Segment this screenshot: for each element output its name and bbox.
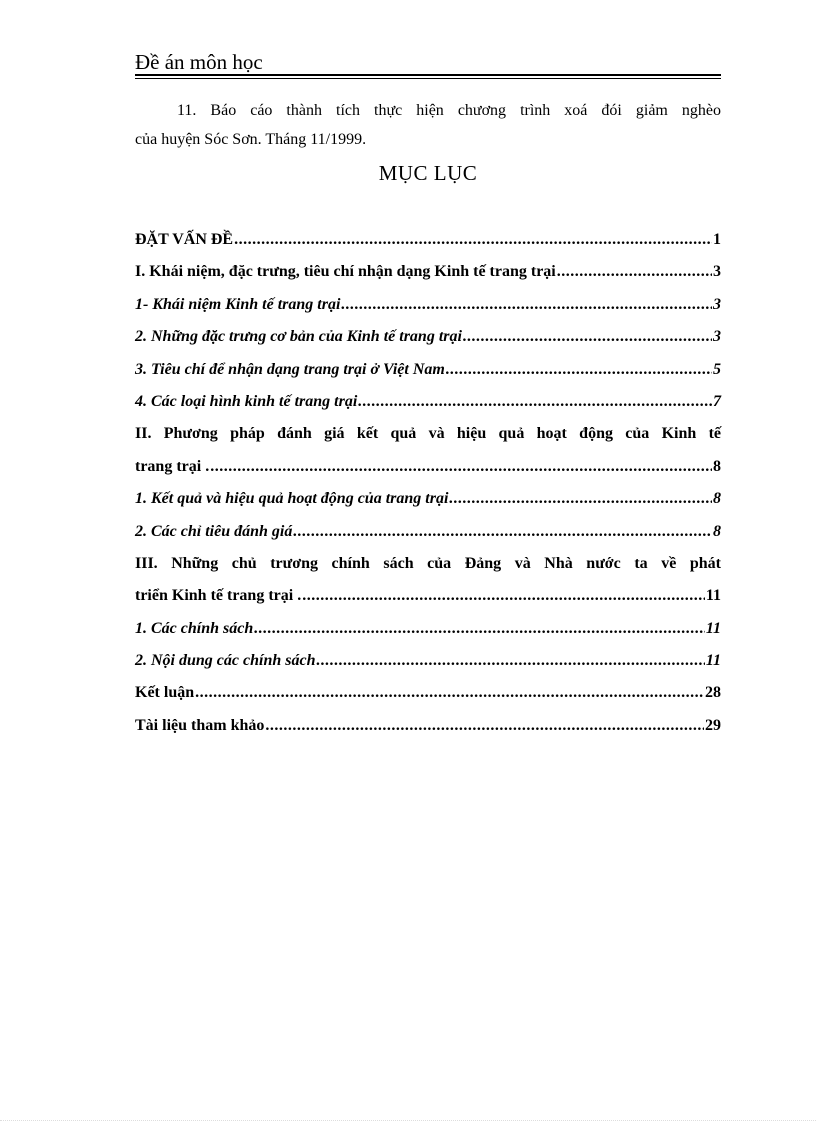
page-bottom-edge: [0, 1120, 816, 1121]
toc-entry-1-1[interactable]: [135, 289, 721, 321]
toc-entry-page: 3: [713, 263, 721, 281]
toc-entry-label: III. Những chủ trương chính sách của Đảng và Nhà nước ta về phát: [135, 554, 721, 572]
toc-leader-dots: [463, 321, 712, 353]
header-rule-thin: [135, 78, 721, 79]
toc-entry-tai-lieu[interactable]: [135, 710, 721, 742]
toc-entry-label: 2. Các chỉ tiêu đánh giá: [135, 522, 293, 540]
toc-entry-label: 1. Các chính sách: [135, 619, 254, 637]
toc-entry-page: 11: [705, 652, 721, 670]
toc-entry-section-1[interactable]: [135, 256, 721, 288]
toc-leader-dots: [210, 451, 712, 483]
toc-entry-label: 2. Nội dung các chính sách: [135, 652, 316, 670]
toc-entry-page: 7: [713, 392, 721, 410]
toc-entry-label: 3. Tiêu chí để nhận dạng trang trại ở Việt Nam: [135, 360, 445, 378]
toc-entry-3-2[interactable]: [135, 645, 721, 677]
toc-leader-dots: [265, 710, 704, 742]
toc-entry-label: trang trại .: [135, 457, 210, 475]
toc-entry-page: 5: [713, 360, 721, 378]
toc-entry-label: I. Khái niệm, đặc trưng, tiêu chí nhận dạng Kinh tế trang trại: [135, 263, 556, 281]
toc-entry-section-2-line-1[interactable]: [135, 418, 721, 450]
reference-line-1: 11. Báo cáo thành tích thực hiện chương trình xoá đói giảm nghèo: [177, 102, 721, 119]
toc-entry-2-2[interactable]: [135, 516, 721, 548]
toc-entry-dat-van-de[interactable]: [135, 224, 721, 256]
toc-entry-page: 8: [713, 522, 721, 540]
toc-entry-label: triển Kinh tế trang trại .: [135, 587, 302, 605]
toc-entry-page: 3: [713, 328, 721, 346]
toc-leader-dots: [234, 224, 712, 256]
toc-entry-1-4[interactable]: [135, 386, 721, 418]
toc-entry-2-1[interactable]: [135, 483, 721, 515]
toc-entry-page: 1: [713, 231, 721, 248]
toc-entry-page: 11: [705, 587, 721, 605]
toc-entry-1-3[interactable]: [135, 354, 721, 386]
table-of-contents: [135, 224, 721, 742]
toc-entry-page: 29: [705, 716, 721, 734]
toc-leader-dots: [195, 677, 704, 709]
toc-entry-3-1[interactable]: [135, 613, 721, 645]
toc-entry-label: Kết luận: [135, 684, 195, 702]
toc-entry-label: 1. Kết quả và hiệu quả hoạt động của trang trại: [135, 490, 449, 508]
toc-entry-page: 11: [705, 619, 721, 637]
toc-leader-dots: [446, 354, 712, 386]
toc-entry-label: Tài liệu tham khảo: [135, 716, 265, 734]
toc-entry-label: 4. Các loại hình kinh tế trang trại: [135, 392, 358, 410]
header-title: Đề án môn học: [135, 50, 263, 74]
toc-leader-dots: [254, 613, 705, 645]
toc-entry-1-2[interactable]: [135, 321, 721, 353]
toc-entry-label: 2. Những đặc trưng cơ bản của Kinh tế trang trại: [135, 328, 462, 346]
toc-title: MỤC LỤC: [378, 161, 478, 185]
toc-entry-label: II. Phương pháp đánh giá kết quả và hiệu quả hoạt động của Kinh tế: [135, 425, 721, 443]
toc-leader-dots: [449, 483, 712, 515]
toc-entry-page: 3: [713, 295, 721, 313]
toc-entry-section-3-line-2[interactable]: [135, 580, 721, 612]
toc-entry-section-3-line-1[interactable]: [135, 548, 721, 580]
toc-leader-dots: [316, 645, 704, 677]
toc-entry-ket-luan[interactable]: [135, 677, 721, 709]
toc-entry-section-2-line-2[interactable]: [135, 451, 721, 483]
toc-entry-page: 28: [705, 684, 721, 702]
toc-leader-dots: [293, 516, 712, 548]
toc-entry-label: ĐẶT VẤN ĐỀ: [135, 231, 234, 248]
toc-leader-dots: [341, 289, 712, 321]
reference-item: [135, 96, 721, 154]
toc-entry-page: 8: [713, 457, 721, 475]
toc-leader-dots: [358, 386, 712, 418]
toc-leader-dots: [557, 256, 712, 288]
reference-line-2: của huyện Sóc Sơn. Tháng 11/1999.: [135, 131, 367, 148]
page-header: [135, 50, 721, 79]
toc-leader-dots: [302, 580, 705, 612]
toc-entry-label: 1- Khái niệm Kinh tế trang trại: [135, 295, 341, 313]
toc-entry-page: 8: [713, 490, 721, 508]
header-rule-thick: [135, 74, 721, 76]
